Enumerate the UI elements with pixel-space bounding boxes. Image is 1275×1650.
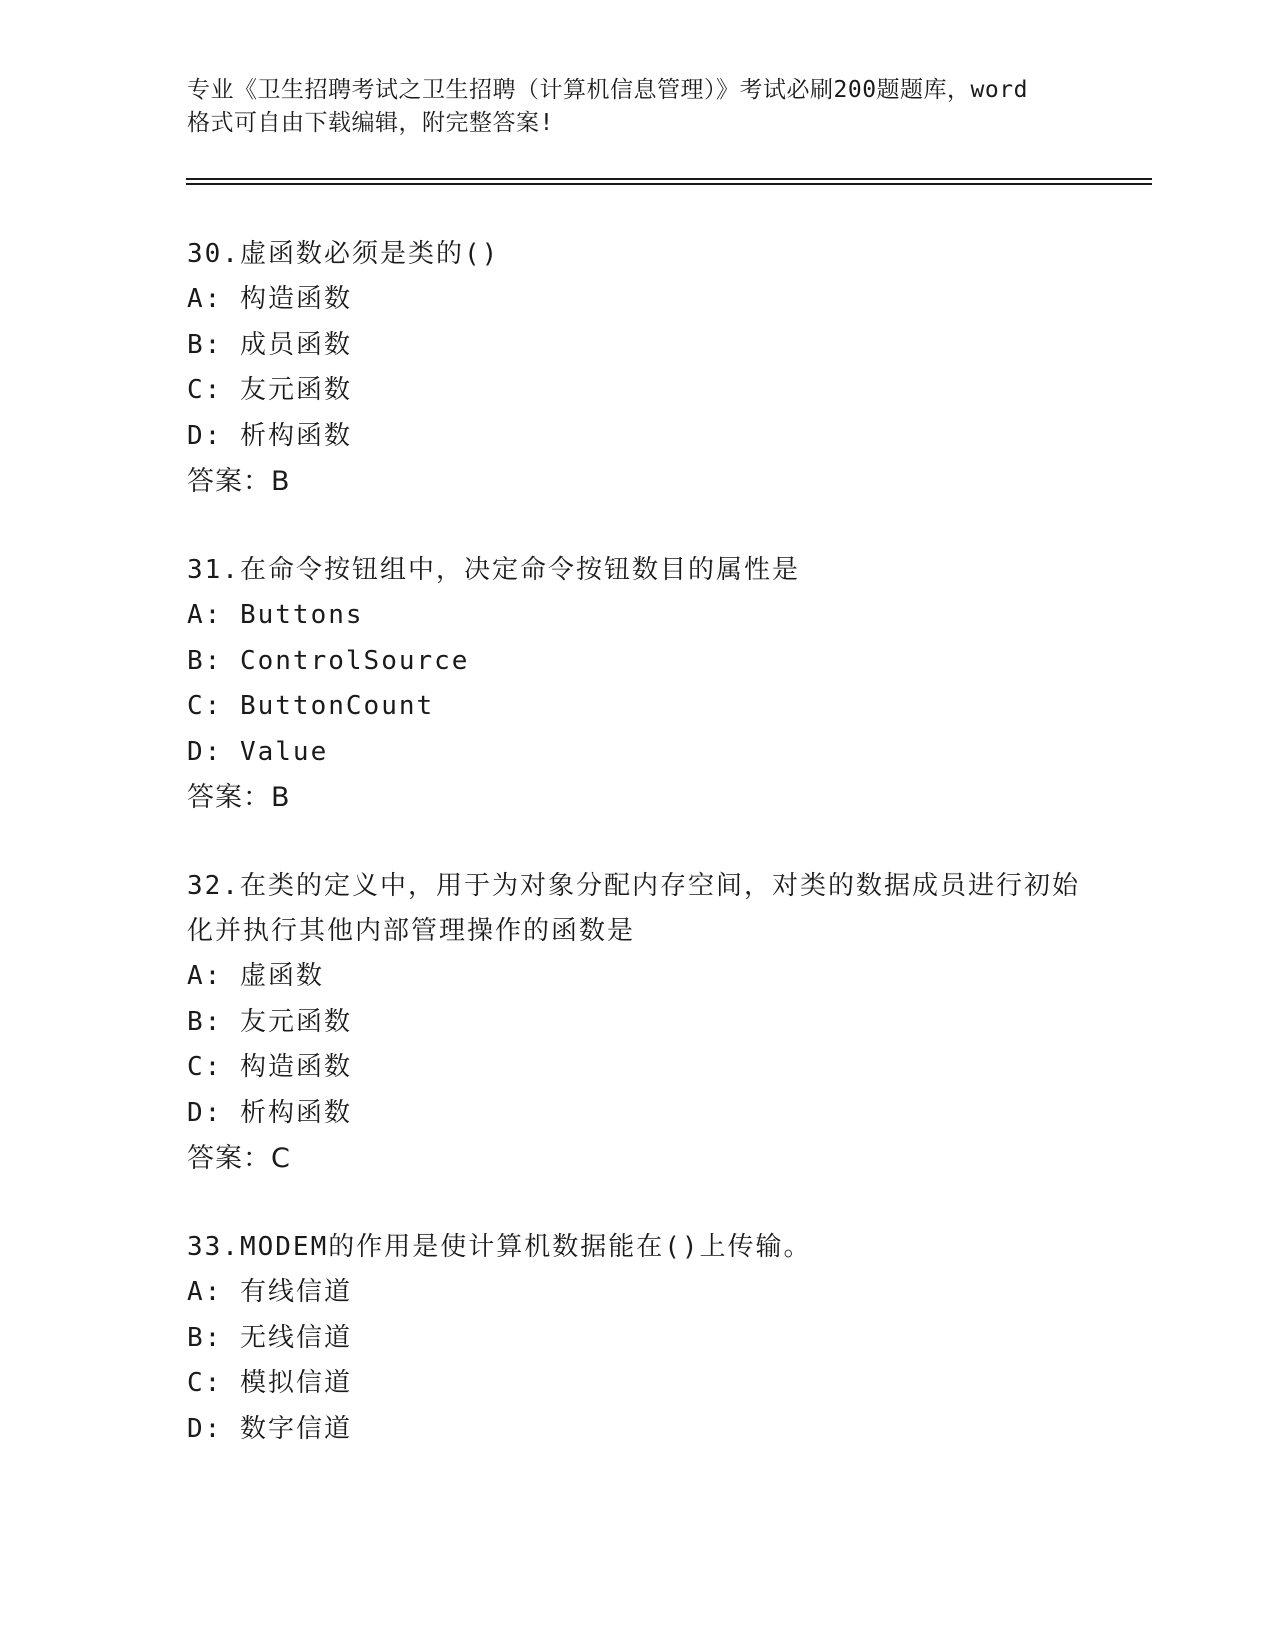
option-b — [187, 639, 1107, 685]
option-text: 成员函数 — [239, 329, 352, 360]
answer-line: 答案：B — [187, 466, 291, 497]
option-text: Buttons — [239, 600, 364, 630]
option-text: 构造函数 — [239, 1052, 352, 1082]
header-line-1: 专业《卫生招聘考试之卫生招聘（计算机信息管理）》考试必刷200题题库，word — [187, 77, 1028, 103]
question-item — [187, 1225, 1107, 1452]
option-letter: B: — [187, 645, 240, 676]
option-letter: C: — [187, 691, 240, 721]
option-c — [187, 368, 1107, 414]
question-list — [187, 232, 1107, 1496]
option-letter: C: — [187, 1052, 240, 1082]
option-b — [187, 1000, 1107, 1046]
question-item — [187, 864, 1107, 1181]
option-text: 友元函数 — [239, 375, 352, 405]
option-letter: D: — [187, 1413, 240, 1444]
option-c — [187, 1045, 1107, 1091]
question-stem: 32.在类的定义中，用于为对象分配内存空间，对类的数据成员进行初始化并执行其他内部管理操作的函数是 — [187, 871, 1080, 946]
question-stem: 33.MODEM的作用是使计算机数据能在()上传输。 — [187, 1232, 812, 1262]
option-letter: A: — [187, 284, 240, 314]
option-letter: A: — [187, 961, 240, 991]
option-text: 无线信道 — [239, 1322, 352, 1353]
option-letter: B: — [187, 1322, 240, 1353]
option-text: ControlSource — [239, 645, 470, 676]
option-text: 析构函数 — [239, 1097, 352, 1128]
option-letter: B: — [187, 329, 240, 360]
option-a — [187, 954, 1107, 1000]
option-letter: C: — [187, 1368, 240, 1398]
option-text: ButtonCount — [239, 691, 435, 721]
option-d — [187, 1407, 1107, 1453]
option-d — [187, 414, 1107, 460]
document-header — [187, 74, 1087, 140]
option-b — [187, 323, 1107, 369]
header-divider-bottom — [186, 183, 1152, 185]
question-stem: 30.虚函数必须是类的() — [187, 239, 500, 269]
answer-line: 答案：C — [187, 1143, 291, 1174]
option-letter: C: — [187, 375, 240, 405]
option-text: 构造函数 — [239, 284, 352, 314]
option-text: 析构函数 — [239, 420, 352, 451]
option-text: 有线信道 — [239, 1277, 352, 1307]
option-letter: D: — [187, 1097, 240, 1128]
option-d — [187, 730, 1107, 776]
option-letter: A: — [187, 600, 240, 630]
header-divider-top — [186, 178, 1152, 180]
answer-line: 答案：B — [187, 782, 291, 813]
option-text: 虚函数 — [239, 961, 324, 991]
option-a — [187, 277, 1107, 323]
question-item — [187, 232, 1107, 504]
option-b — [187, 1316, 1107, 1362]
option-d — [187, 1091, 1107, 1137]
option-letter: D: — [187, 420, 240, 451]
option-c — [187, 1361, 1107, 1407]
question-stem: 31.在命令按钮组中，决定命令按钮数目的属性是 — [187, 555, 800, 585]
option-a — [187, 593, 1107, 639]
option-a — [187, 1270, 1107, 1316]
option-letter: A: — [187, 1277, 240, 1307]
option-text: 友元函数 — [239, 1006, 352, 1037]
option-text: 数字信道 — [239, 1413, 352, 1444]
option-c — [187, 684, 1107, 730]
question-item — [187, 548, 1107, 820]
option-letter: D: — [187, 736, 240, 767]
option-letter: B: — [187, 1006, 240, 1037]
option-text: Value — [239, 736, 329, 767]
header-line-2: 格式可自由下载编辑，附完整答案! — [187, 110, 554, 136]
option-text: 模拟信道 — [239, 1368, 352, 1398]
